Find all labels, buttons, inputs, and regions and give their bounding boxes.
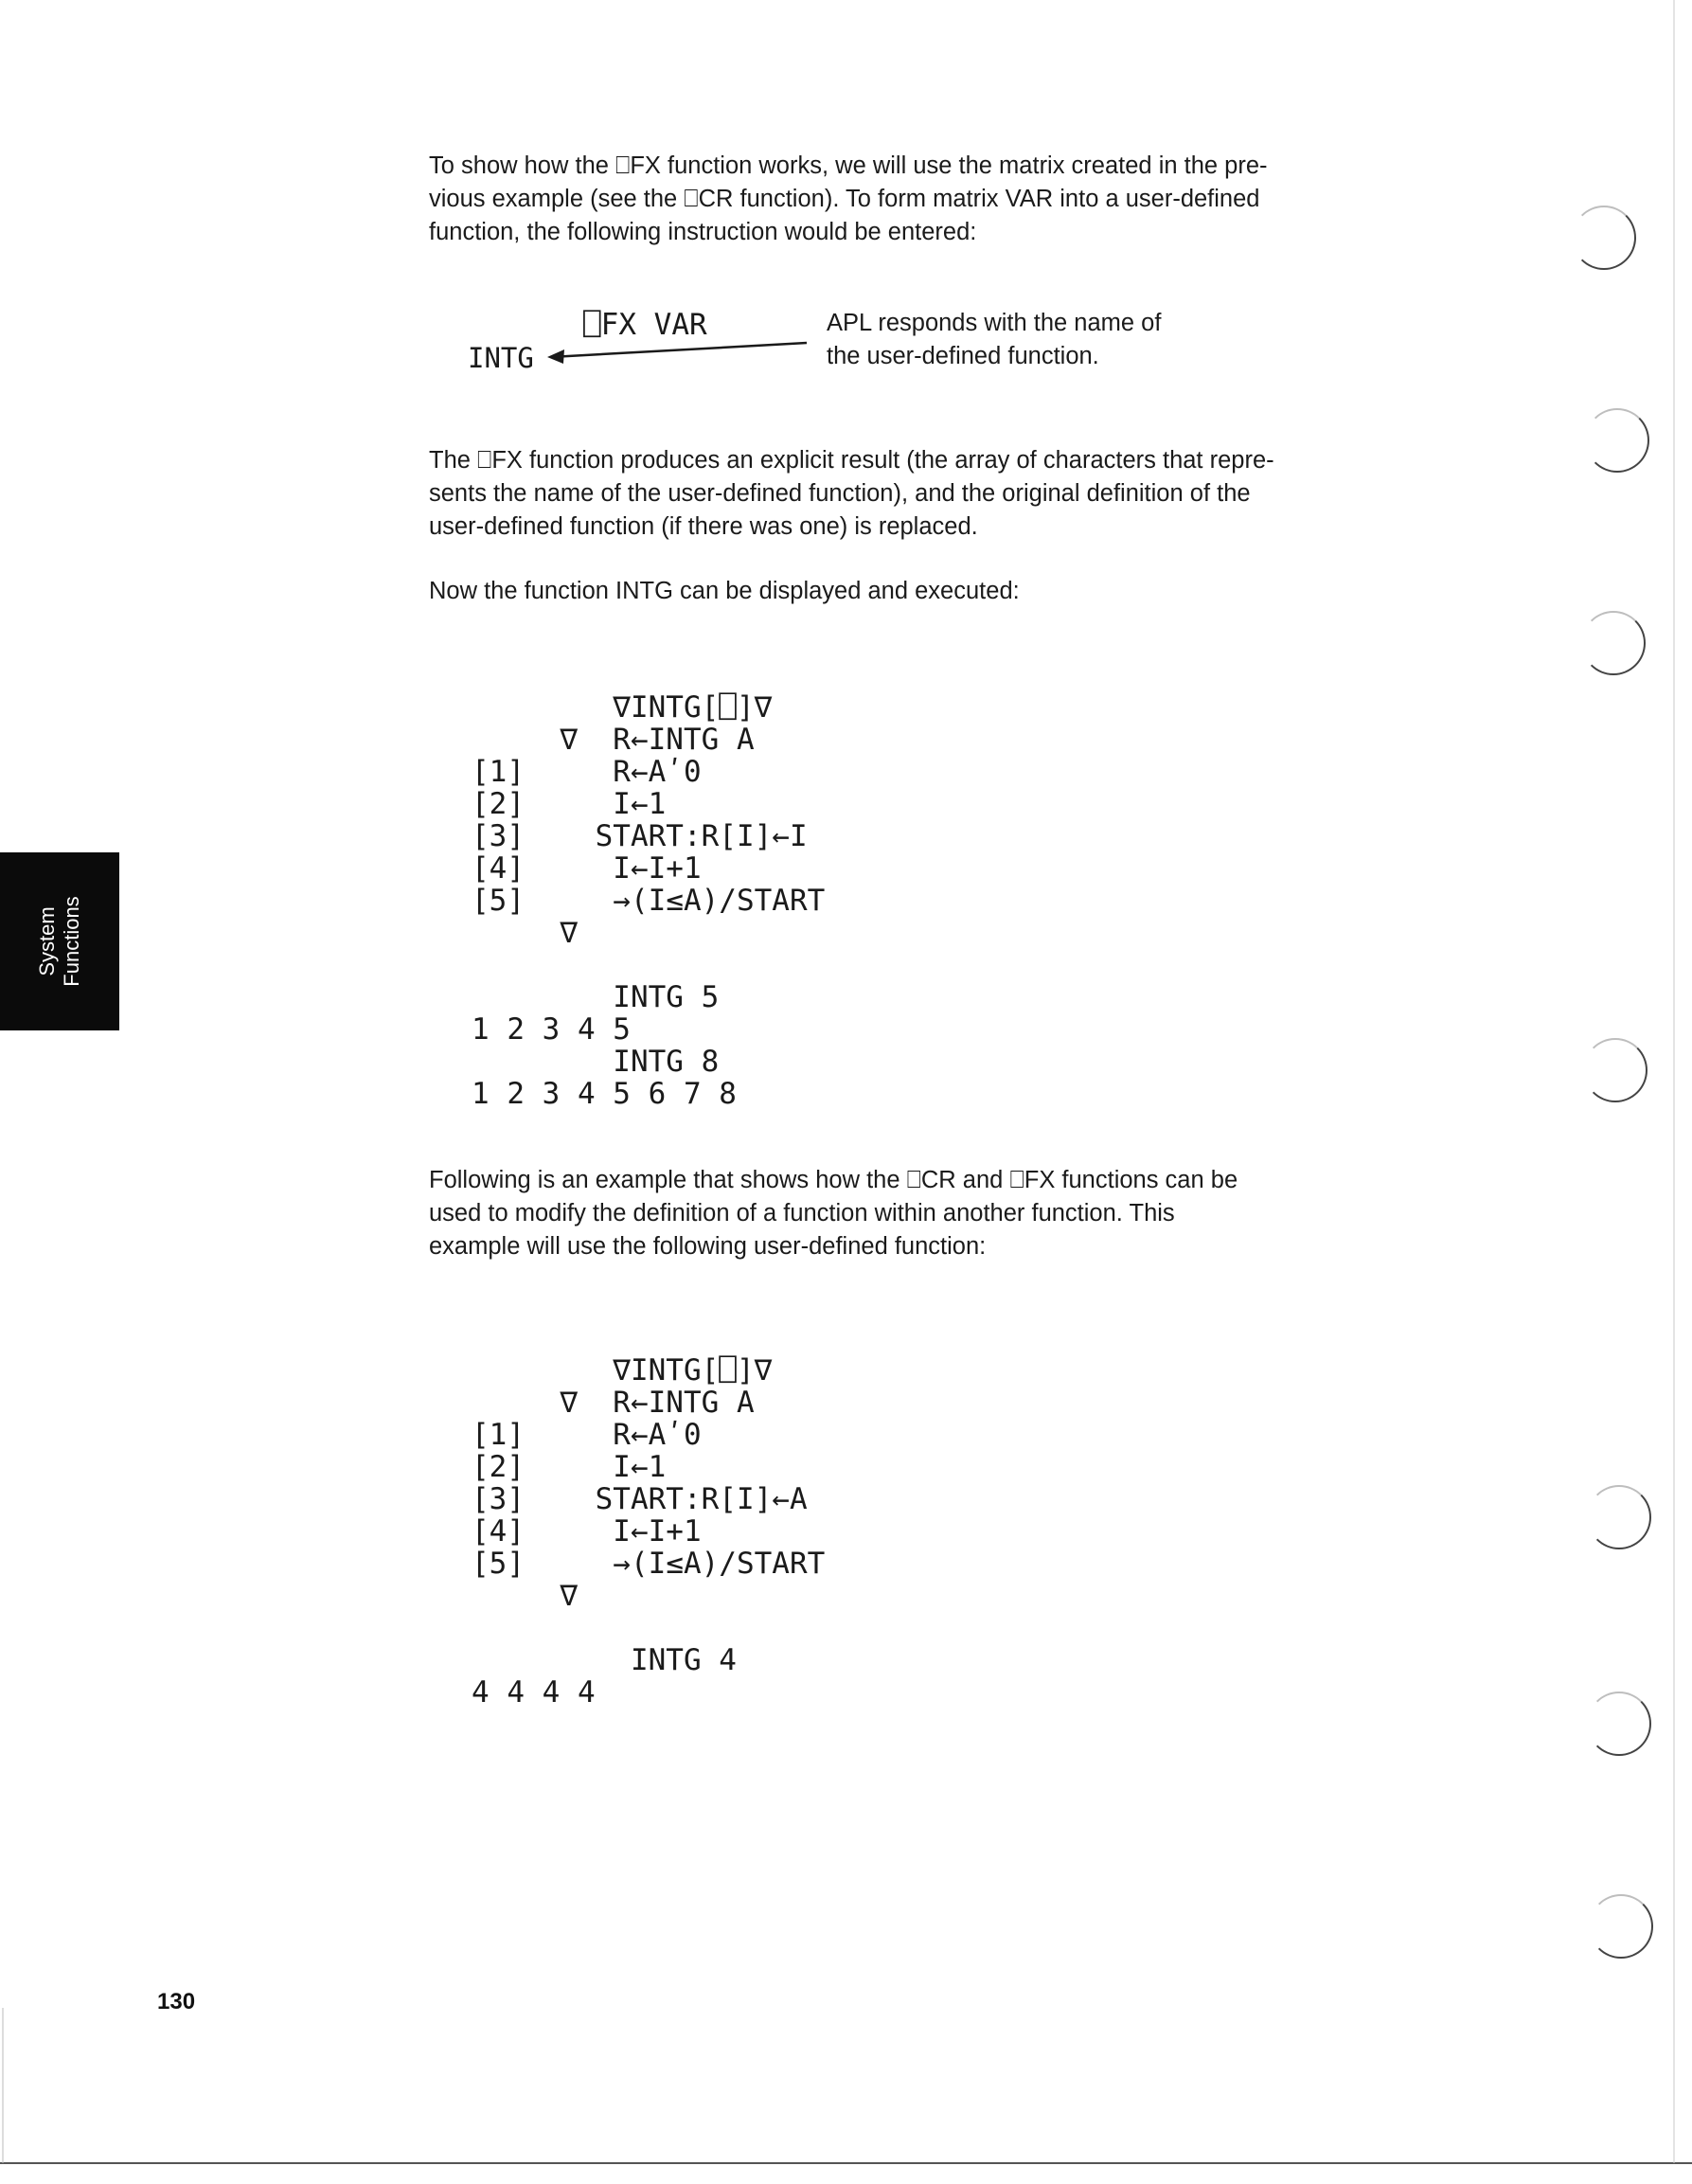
fx-result: INTG	[468, 342, 534, 374]
code-line: [2] I←1	[472, 1450, 667, 1484]
tab-line-1: System	[35, 906, 59, 976]
binder-hole	[1587, 1692, 1651, 1756]
code-line: 1 2 3 4 5 6 7 8	[472, 1077, 737, 1111]
intro-paragraph	[429, 150, 1357, 249]
section-tab-label	[35, 896, 84, 986]
section-tab	[0, 852, 119, 1030]
code-line: INTG 5	[472, 980, 720, 1014]
code-line: INTG 8	[472, 1045, 720, 1079]
page-number: 130	[157, 1989, 196, 2014]
code-line: [1] R←Aʹ0	[472, 1418, 702, 1452]
text-line: vious example (see the ⎕CR function). To form matrix VAR into a user-defined	[429, 186, 1260, 212]
text-line: Following is an example that shows how the ⎕CR and ⎕FX functions can be	[429, 1167, 1238, 1193]
code-line: [4] I←I+1	[472, 851, 702, 886]
binder-hole	[1587, 1485, 1651, 1549]
text-line: To show how the ⎕FX function works, we will use the matrix created in the pre-	[429, 152, 1268, 179]
code-line: 1 2 3 4 5	[472, 1012, 631, 1047]
binder-hole	[1585, 408, 1649, 473]
code-line: [5] →(I≤A)/START	[472, 884, 826, 918]
text-line: Now the function INTG can be displayed and executed:	[429, 578, 1020, 604]
binder-hole	[1589, 1894, 1653, 1959]
display-paragraph	[429, 575, 1357, 608]
code-line: ∇ R←INTG A	[472, 1386, 755, 1420]
binder-hole	[1572, 206, 1636, 270]
explanation-paragraph	[429, 444, 1357, 544]
code-line: 4 4 4 4	[472, 1675, 596, 1710]
code-line: ∇	[472, 1579, 578, 1613]
code-line: [1] R←Aʹ0	[472, 755, 702, 789]
text-line: user-defined function (if there was one) is replaced.	[429, 513, 978, 540]
fx-note	[827, 307, 1262, 373]
text-line: sents the name of the user-defined function), and the original definition of the	[429, 480, 1251, 507]
code-line: [4] I←I+1	[472, 1514, 702, 1548]
text-line: function, the following instruction would be entered:	[429, 219, 977, 245]
fx-input: ⎕FX VAR	[583, 308, 707, 342]
code-line: [2] I←1	[472, 787, 667, 821]
code-line: ∇	[472, 916, 578, 950]
code-line: INTG 4	[472, 1643, 737, 1677]
binder-hole	[1583, 1038, 1647, 1102]
note-line: APL responds with the name of	[827, 310, 1162, 336]
code-line: [5] →(I≤A)/START	[472, 1547, 826, 1581]
tab-line-2: Functions	[60, 896, 83, 987]
text-line: example will use the following user-defined function:	[429, 1233, 987, 1260]
code-line: ∇INTG[⎕]∇	[472, 1353, 773, 1387]
code-line: [3] START:R[I]←I	[472, 819, 808, 853]
code-line: [3] START:R[I]←A	[472, 1482, 808, 1516]
code-line: ∇ R←INTG A	[472, 723, 755, 757]
code-listing-2	[472, 1322, 825, 1709]
binder-hole	[1581, 611, 1646, 675]
code-listing-1	[472, 659, 825, 1110]
text-line: The ⎕FX function produces an explicit result (the array of characters that repre-	[429, 447, 1274, 474]
text-line: used to modify the definition of a function within another function. This	[429, 1200, 1175, 1226]
note-line: the user-defined function.	[827, 343, 1099, 369]
modify-paragraph	[429, 1164, 1357, 1263]
code-line: ∇INTG[⎕]∇	[472, 690, 773, 725]
